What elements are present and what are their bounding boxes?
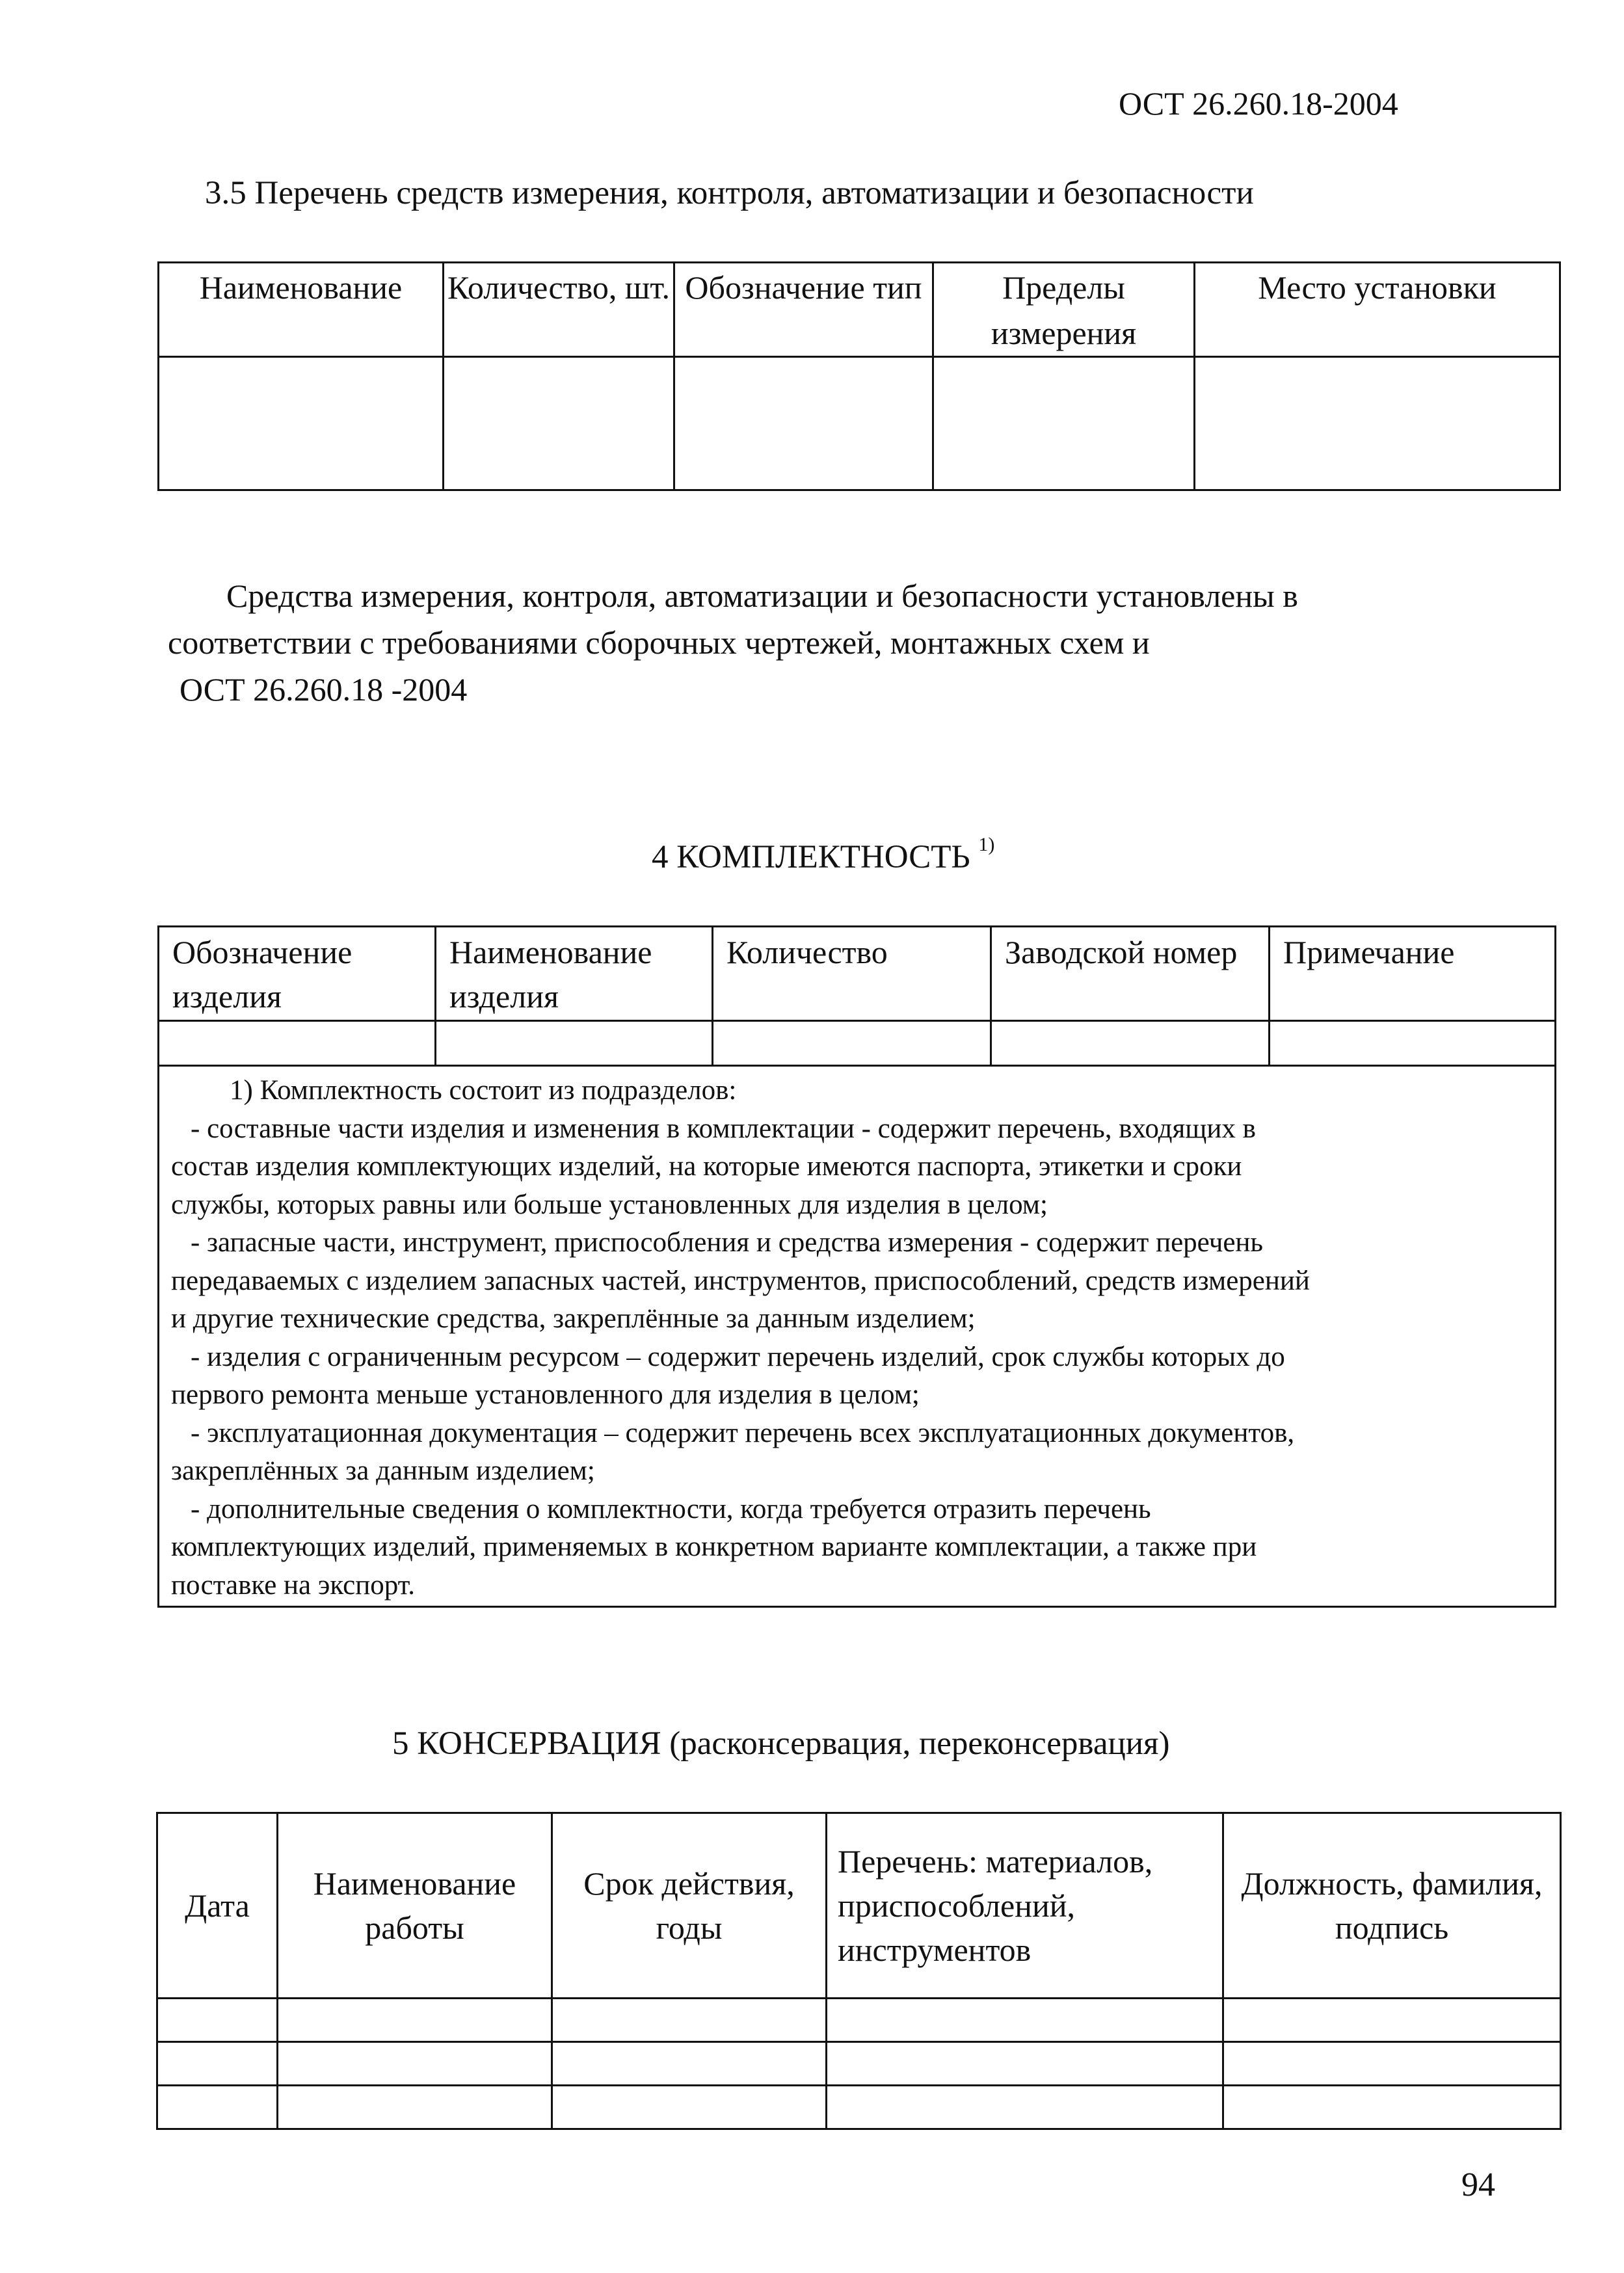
footnote-line: закреплённых за данным изделием; bbox=[171, 1456, 595, 1486]
table-cell[interactable] bbox=[278, 2086, 552, 2129]
table-cell[interactable] bbox=[157, 2086, 278, 2129]
section-4-title-text: 4 КОМПЛЕКТНОСТЬ bbox=[652, 839, 970, 875]
footnote-line: 1) Комплектность состоит из подразделов: bbox=[230, 1075, 737, 1106]
table-header-row bbox=[159, 263, 1560, 357]
footnote-line: поставке на экспорт. bbox=[171, 1569, 415, 1601]
col-materials-list: Перечень: материалов, приспособлений, инструментов bbox=[827, 1813, 1223, 1999]
table-row bbox=[159, 1021, 1556, 1066]
document-code: ОСТ 26.260.18-2004 bbox=[1119, 85, 1398, 122]
footnote-line: - запасные части, инструмент, приспособления и средства измерения - содержит перечень bbox=[191, 1227, 1264, 1258]
table-cell[interactable] bbox=[157, 1999, 278, 2042]
table-cell[interactable] bbox=[1270, 1021, 1556, 1066]
footnote-row bbox=[159, 1066, 1556, 1607]
section-3-5-title: 3.5 Перечень средств измерения, контроля, автоматизации и безопасности bbox=[205, 175, 1254, 211]
footnote-line: - эксплуатационная документация – содержит перечень всех эксплуатационных документов, bbox=[191, 1417, 1295, 1448]
section-4-title bbox=[652, 834, 994, 876]
instruments-note bbox=[168, 572, 1566, 713]
table-cell[interactable] bbox=[159, 1021, 436, 1066]
col-remark: Примечание bbox=[1270, 927, 1556, 1021]
footnote-line: передаваемых с изделием запасных частей, инструментов, приспособлений, средств измерений bbox=[171, 1265, 1310, 1296]
col-installation-place: Место установки bbox=[1195, 263, 1560, 357]
measurement-instruments-table bbox=[157, 261, 1561, 491]
table-row bbox=[159, 357, 1560, 490]
table-cell[interactable] bbox=[713, 1021, 991, 1066]
col-work-name: Наименование работы bbox=[278, 1813, 552, 1999]
table-cell[interactable] bbox=[674, 357, 933, 490]
conservation-table bbox=[156, 1812, 1562, 2130]
col-item-name: Наименование изделия bbox=[436, 927, 713, 1021]
table-cell[interactable] bbox=[991, 1021, 1270, 1066]
table-cell[interactable] bbox=[827, 2042, 1223, 2086]
table-cell[interactable] bbox=[159, 357, 444, 490]
col-position-signature: Должность, фамилия, подпись bbox=[1223, 1813, 1561, 1999]
table-cell[interactable] bbox=[278, 1999, 552, 2042]
col-validity-period: Срок действия, годы bbox=[552, 1813, 827, 1999]
table-cell[interactable] bbox=[552, 2042, 827, 2086]
completeness-table bbox=[157, 925, 1556, 1608]
section-5-title: 5 КОНСЕРВАЦИЯ (расконсервация, переконсервация) bbox=[392, 1725, 1170, 1762]
footnote-line: - изделия с ограниченным ресурсом – содержит перечень изделий, срок службы которых до bbox=[191, 1341, 1285, 1372]
footnote-marker: 1) bbox=[978, 834, 995, 855]
note-line: ОСТ 26.260.18 -2004 bbox=[180, 671, 468, 708]
footnote-line: - составные части изделия и изменения в комплектации - содержит перечень, входящих в bbox=[191, 1113, 1256, 1144]
table-cell[interactable] bbox=[444, 357, 674, 490]
col-designation-type: Обозначение тип bbox=[674, 263, 933, 357]
col-quantity: Количество, шт. bbox=[444, 263, 674, 357]
footnote-line: комплектующих изделий, применяемых в конкретном варианте комплектации, а также при bbox=[171, 1532, 1257, 1562]
table-cell[interactable] bbox=[278, 2042, 552, 2086]
page-number: 94 bbox=[1461, 2166, 1495, 2203]
table-cell[interactable] bbox=[1223, 2042, 1561, 2086]
table-cell[interactable] bbox=[1223, 2086, 1561, 2129]
footnote-line: состав изделия комплектующих изделий, на которые имеются паспорта, этикетки и сроки bbox=[171, 1151, 1242, 1182]
footnote-line: службы, которых равны или больше установленных для изделия в целом; bbox=[171, 1189, 1048, 1220]
col-quantity: Количество bbox=[713, 927, 991, 1021]
completeness-footnote bbox=[159, 1066, 1556, 1607]
footnote-line: - дополнительные сведения о комплектности, когда требуется отразить перечень bbox=[191, 1493, 1151, 1524]
table-cell[interactable] bbox=[933, 357, 1195, 490]
table-header-row bbox=[159, 927, 1556, 1021]
col-item-designation: Обозначение изделия bbox=[159, 927, 436, 1021]
table-row bbox=[157, 2086, 1561, 2129]
table-cell[interactable] bbox=[1223, 1999, 1561, 2042]
footnote-line: первого ремонта меньше установленного для изделия в целом; bbox=[171, 1379, 920, 1410]
table-cell[interactable] bbox=[827, 1999, 1223, 2042]
note-line: соответствии с требованиями сборочных чертежей, монтажных схем и bbox=[168, 624, 1150, 661]
col-measurement-limits: Пределы измерения bbox=[933, 263, 1195, 357]
table-cell[interactable] bbox=[436, 1021, 713, 1066]
col-date: Дата bbox=[157, 1813, 278, 1999]
table-cell[interactable] bbox=[1195, 357, 1560, 490]
footnote-line: и другие технические средства, закреплённые за данным изделием; bbox=[171, 1303, 976, 1334]
col-serial-number: Заводской номер bbox=[991, 927, 1270, 1021]
table-row bbox=[157, 1999, 1561, 2042]
table-header-row bbox=[157, 1813, 1561, 1999]
table-cell[interactable] bbox=[552, 2086, 827, 2129]
table-cell[interactable] bbox=[552, 1999, 827, 2042]
table-cell[interactable] bbox=[157, 2042, 278, 2086]
table-row bbox=[157, 2042, 1561, 2086]
col-name: Наименование bbox=[159, 263, 444, 357]
note-line: Средства измерения, контроля, автоматизации и безопасности установлены в bbox=[226, 578, 1298, 614]
table-cell[interactable] bbox=[827, 2086, 1223, 2129]
